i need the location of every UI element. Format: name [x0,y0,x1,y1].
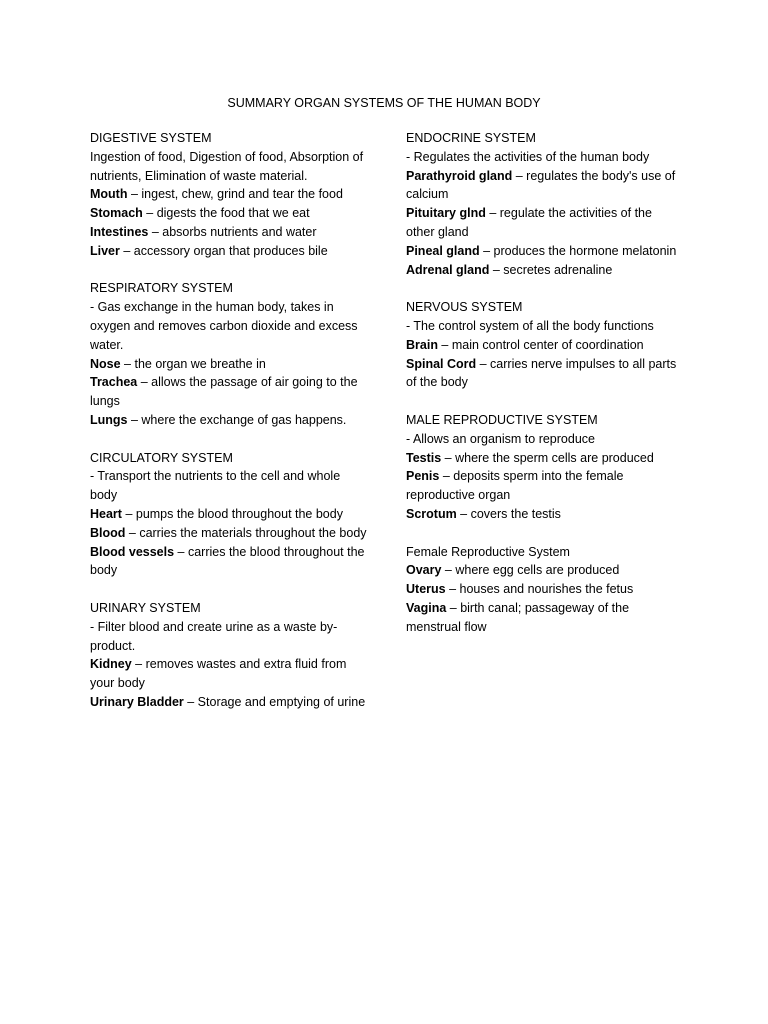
organ-name: Spinal Cord [406,356,477,371]
organ-entry [90,543,368,581]
organ-entry [90,223,368,242]
organ-entry [90,655,368,693]
organ-name: Pituitary glnd [406,206,486,221]
organ-entry [90,411,368,430]
organ-function: – digests the food that we eat [142,206,310,221]
organ-entry [406,336,682,355]
organ-system-section [406,129,682,279]
organ-system-section [90,599,368,712]
organ-function: – carries the blood throughout the body [90,544,365,578]
section-heading: MALE REPRODUCTIVE SYSTEM [406,412,598,427]
organ-function: – carries nerve impulses to all parts of the body [406,356,677,390]
organ-name: Trachea [90,375,138,390]
organ-name: Vagina [406,600,447,615]
organ-name: Stomach [90,206,143,221]
organ-name: Brain [406,337,438,352]
right-column [406,129,682,655]
organ-function: – Storage and emptying of urine [183,694,366,709]
organ-function: – the organ we breathe in [120,356,266,371]
organ-name: Kidney [90,657,132,672]
section-description: - Allows an organism to reproduce [406,431,595,446]
organ-system-section [90,279,368,429]
organ-name: Penis [406,469,440,484]
organ-name: Urinary Bladder [90,694,184,709]
section-heading: CIRCULATORY SYSTEM [90,450,233,465]
organ-name: Pineal gland [406,243,480,258]
organ-function: – where the exchange of gas happens. [127,412,347,427]
section-description: - Regulates the activities of the human body [406,149,650,164]
organ-entry [90,204,368,223]
organ-entry [406,561,682,580]
section-description: Ingestion of food, Digestion of food, Absorption of nutrients, Elimination of waste material. [90,149,364,183]
section-heading: URINARY SYSTEM [90,600,201,615]
organ-entry [406,355,682,393]
section-description: - Gas exchange in the human body, takes in oxygen and removes carbon dioxide and excess water. [90,300,358,352]
organ-name: Adrenal gland [406,262,490,277]
organ-name: Lungs [90,412,128,427]
organ-function: – birth canal; passageway of the menstrual flow [406,600,630,634]
organ-name: Blood [90,525,126,540]
organ-function: – regulate the activities of the other gland [406,206,652,239]
organ-name: Nose [90,356,121,371]
organ-system-section [90,129,368,261]
organ-function: – main control center of coordination [437,337,644,352]
section-description: - Filter blood and create urine as a waste by-product. [90,619,338,653]
organ-name: Liver [90,243,120,258]
organ-name: Intestines [90,224,149,239]
organ-system-section [406,411,682,524]
organ-entry [406,505,682,524]
section-heading: DIGESTIVE SYSTEM [90,131,212,145]
organ-function: – removes wastes and extra fluid from your body [90,657,347,691]
organ-entry [406,167,682,205]
organ-entry [406,242,682,261]
section-heading: Female Reproductive System [406,544,570,559]
section-heading: ENDOCRINE SYSTEM [406,131,536,145]
organ-entry [90,185,368,204]
organ-function: – covers the testis [456,506,561,521]
organ-function: – houses and nourishes the fetus [445,582,634,597]
organ-entry [90,524,368,543]
organ-name: Heart [90,506,122,521]
organ-function: – regulates the body's use of calcium [406,168,676,202]
document-title: SUMMARY ORGAN SYSTEMS OF THE HUMAN BODY [227,96,541,110]
organ-function: – absorbs nutrients and water [148,224,317,239]
organ-entry [90,355,368,374]
organ-entry [406,261,682,280]
organ-name: Testis [406,450,442,465]
organ-function: – where egg cells are produced [441,563,620,578]
organ-function: – accessory organ that produces bile [119,243,328,258]
organ-function: – pumps the blood throughout the body [121,506,343,521]
organ-function: – allows the passage of air going to the lungs [90,375,358,409]
organ-entry [90,373,368,411]
organ-name: Parathyroid gland [406,168,513,183]
organ-entry [406,204,682,242]
organ-entry [90,505,368,524]
section-heading: NERVOUS SYSTEM [406,300,523,315]
organ-system-section [90,449,368,581]
organ-name: Uterus [406,582,446,597]
organ-entry [406,599,682,637]
organ-function: – deposits sperm into the female reproductive organ [406,469,624,503]
organ-name: Scrotum [406,506,457,521]
organ-function: – produces the hormone melatonin [479,243,677,258]
organ-name: Ovary [406,563,442,578]
section-description: - The control system of all the body functions [406,318,654,333]
organ-entry [406,467,682,505]
section-heading: RESPIRATORY SYSTEM [90,281,233,296]
left-column [90,129,368,731]
organ-function: – ingest, chew, grind and tear the food [127,187,343,202]
section-description: - Transport the nutrients to the cell and whole body [90,469,341,503]
organ-name: Blood vessels [90,544,175,559]
organ-system-section [406,298,682,392]
organ-entry [406,449,682,468]
organ-function: – where the sperm cells are produced [441,450,654,465]
organ-entry [90,242,368,261]
organ-entry [406,580,682,599]
organ-function: – secretes adrenaline [489,262,613,277]
organ-system-section [406,543,682,637]
organ-function: – carries the materials throughout the body [125,525,367,540]
organ-name: Mouth [90,187,128,202]
organ-entry [90,693,368,712]
